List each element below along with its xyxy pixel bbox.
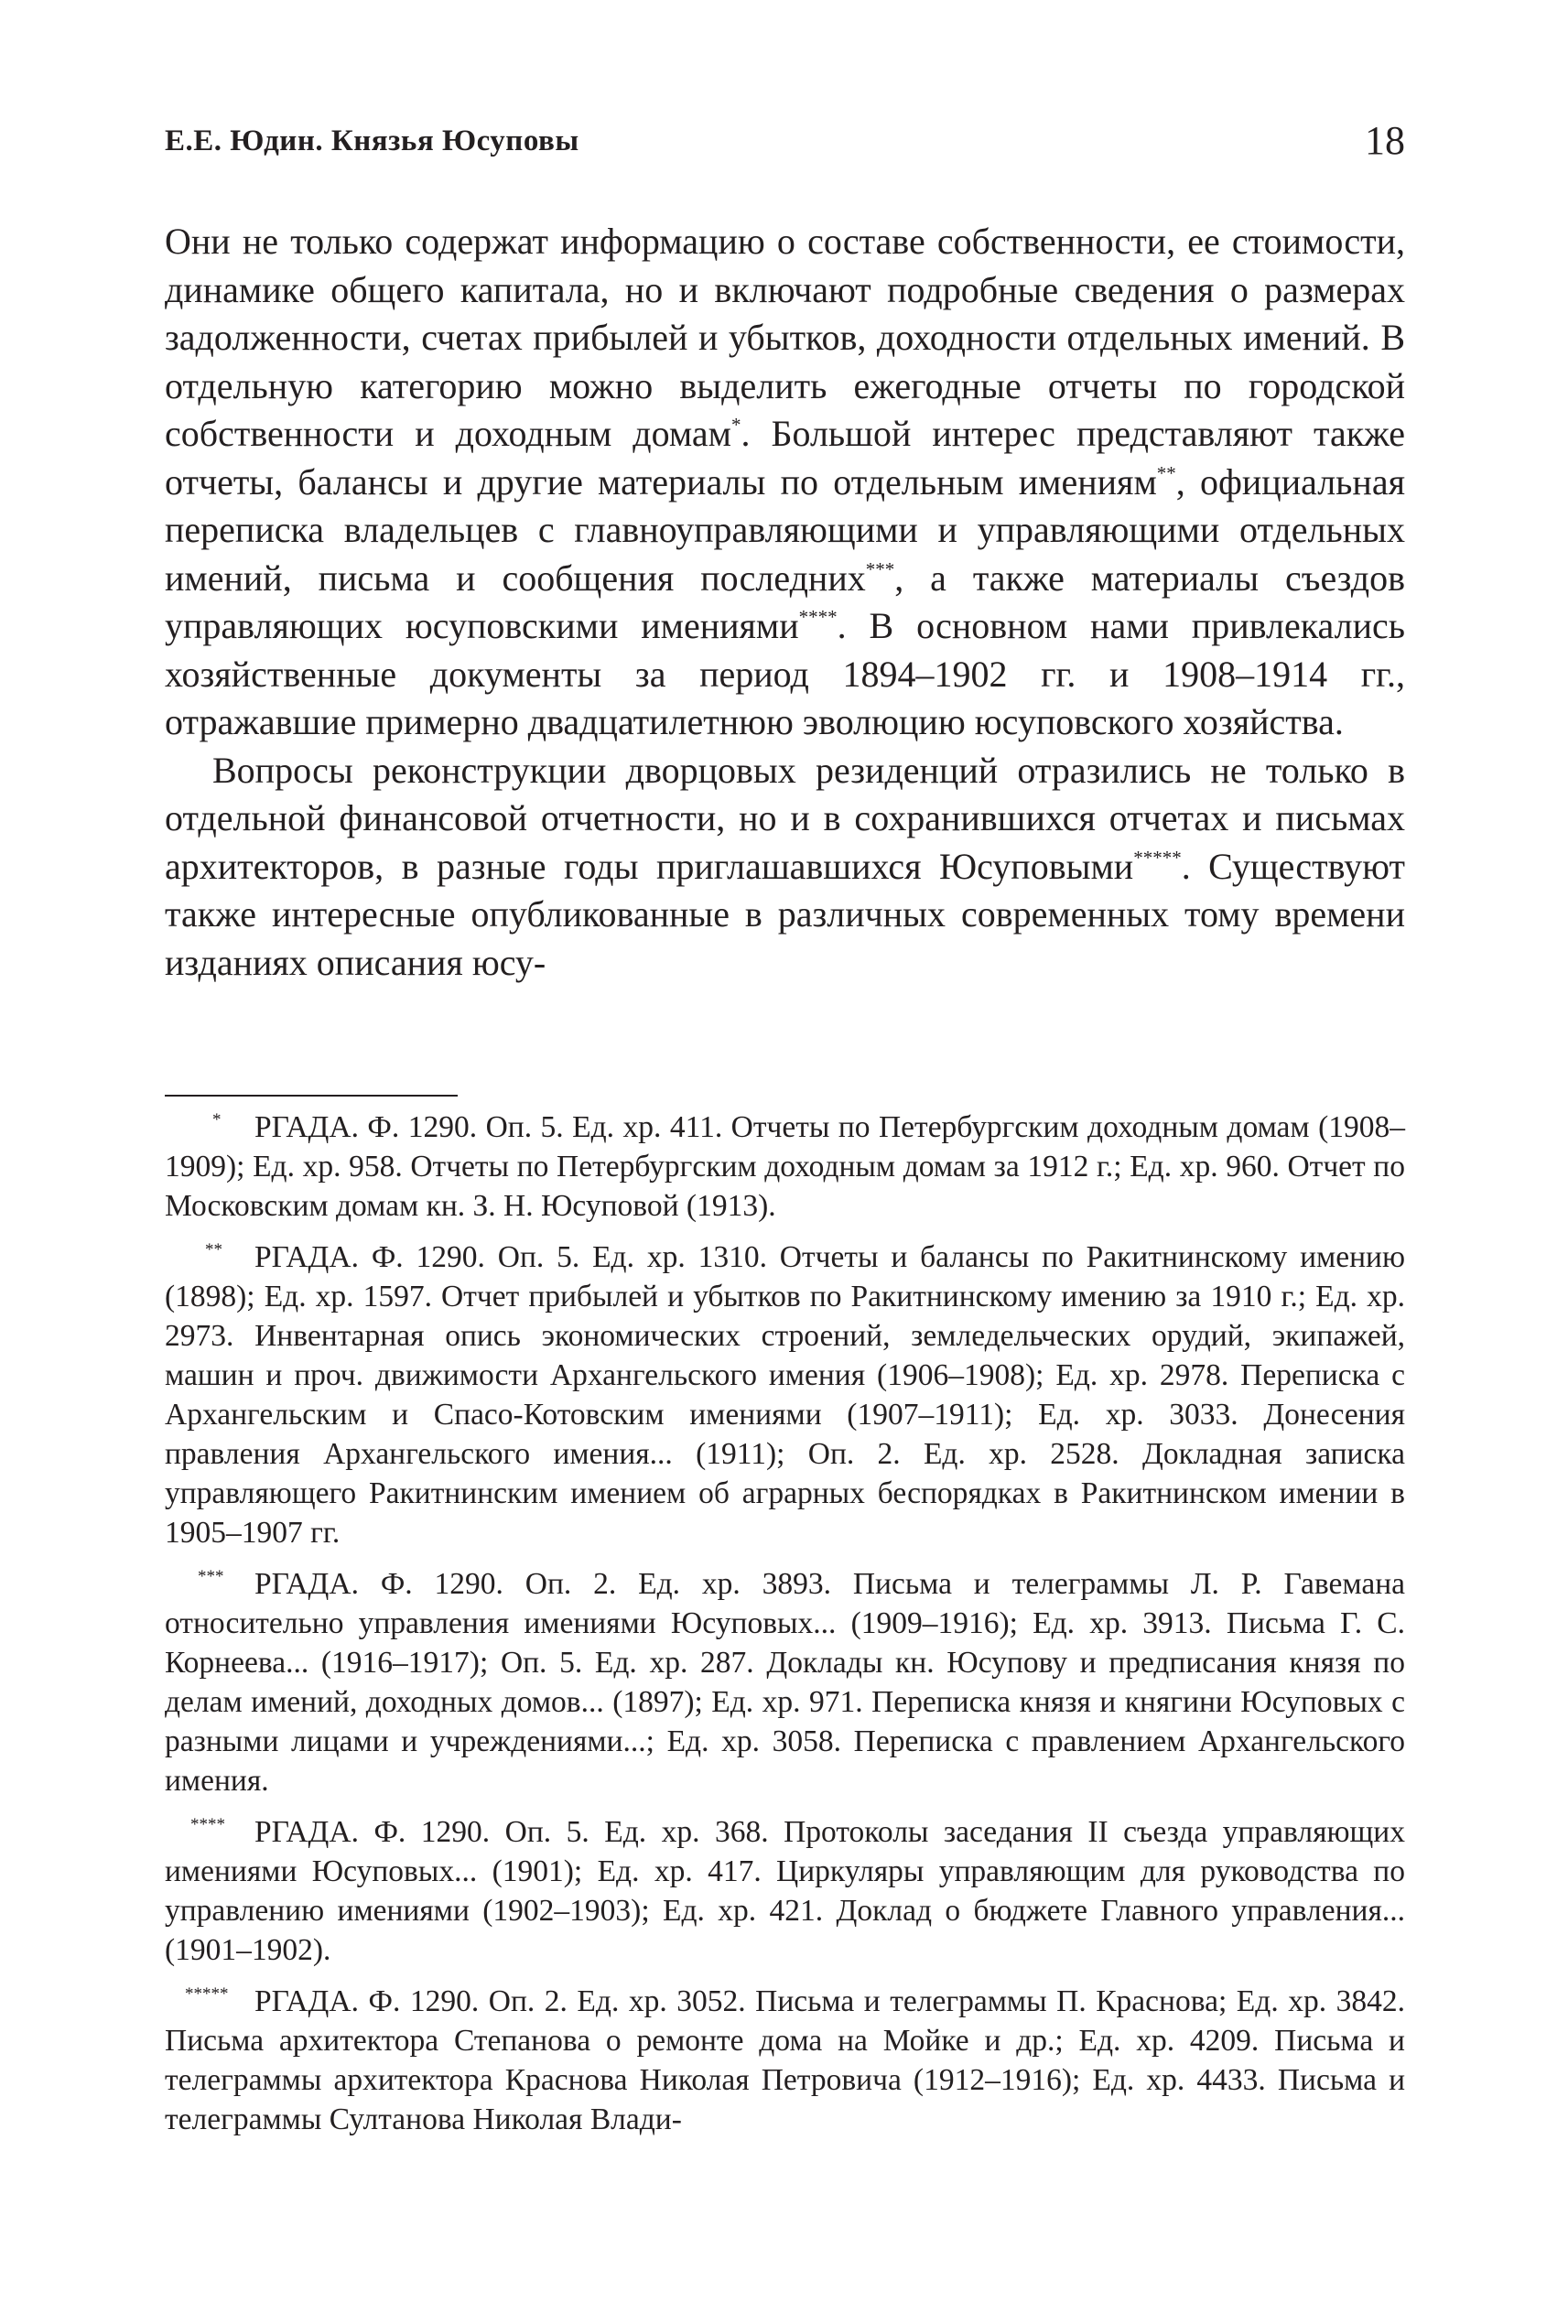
paragraph-2 [165, 747, 1405, 988]
paragraph-1-text-a: Они не только содержат информацию о составе собственности, ее стоимости, динамике общего капитала, но и включают подробные сведения о размерах задолженности, счетах прибылей и убытков, доходности отдельных имений. В отдельную категорию можно выделить ежегодные отчеты по городской собственности и доходным домам [165, 221, 1405, 454]
footnote-ref-3: *** [865, 557, 895, 580]
paragraph-1-text-c: , официальная переписка владельцев с главноуправляющими и управляющими отдельных имений, письма и сообщения последних [165, 460, 1405, 599]
footnote-4: **** РГАДА. Ф. 1290. Оп. 5. Ед. хр. 368. Протоколы заседания II съезда управляющих имениями Юсуповых... (1901); Ед. хр. 417. Циркуляры управляющим для руководства по управлению имениями (1902–1903); Ед. хр. 421. Доклад о бюджете Главного управления... (1901–1902). [165, 1815, 1405, 1967]
footnote-ref-1: * [730, 414, 741, 436]
footnote-ref-2: ** [1156, 461, 1176, 484]
footnote-3: *** РГАДА. Ф. 1290. Оп. 2. Ед. хр. 3893. Письма и телеграммы Л. Р. Гавемана относительно управления имениями Юсуповых... (1909–1916); Ед. хр. 3913. Письма Г. С. Корнеева... (1916–1917); Оп. 5. Ед. хр. 287. Доклады кн. Юсупову и предписания князя по делам имений, доходных домов... (1897); Ед. хр. 971. Переписка князя и княгини Юсуповых с разными лицами и учреждениями...; Ед. хр. 3058. Переписка с правлением Архангельского имения. [165, 1567, 1405, 1798]
paragraph-1-text-d: , а также материалы съездов управляющих юсуповскими имениями [165, 557, 1405, 646]
main-text [165, 218, 1405, 987]
footnote-2-text: РГАДА. Ф. 1290. Оп. 5. Ед. хр. 1310. Отчеты и балансы по Ракитнинскому имению (1898); Ед. хр. 1597. Отчет прибылей и убытков по Ракитнинскому имению за 1910 г.; Ед. хр. 2973. Инвентарная опись экономических строений, земледельческих орудий, экипажей, машин и проч. движимости Архангельского имения (1906–1908); Ед. хр. 2978. Переписка с Архангельским и Спасо-Котовским имениями (1907–1911); Ед. хр. 3033. Донесения правления Архангельского имения... (1911); Оп. 2. Ед. хр. 2528. Докладная записка управляющего Ракитнинским имением об аграрных беспорядках в Ракитнинском имении в 1905–1907 гг. [165, 1240, 1405, 1550]
footnote-3-text: РГАДА. Ф. 1290. Оп. 2. Ед. хр. 3893. Письма и телеграммы Л. Р. Гавемана относительно управления имениями Юсуповых... (1909–1916); Ед. хр. 3913. Письма Г. С. Корнеева... (1916–1917); Оп. 5. Ед. хр. 287. Доклады кн. Юсупову и предписания князя по делам имений, доходных домов... (1897); Ед. хр. 971. Переписка князя и княгини Юсуповых с разными лицами и учреждениями...; Ед. хр. 3058. Переписка с правлением Архангельского имения. [165, 1567, 1405, 1798]
running-title: Е.Е. Юдин. Князья Юсуповы [165, 124, 579, 157]
book-page [165, 0, 1405, 2324]
footnotes [165, 1108, 1405, 2151]
paragraph-1 [165, 218, 1405, 747]
paragraph-1-text-b: . Большой интерес представляют также отчеты, балансы и другие материалы по отдельным имениям [165, 413, 1406, 503]
footnote-1: * РГАДА. Ф. 1290. Оп. 5. Ед. хр. 411. Отчеты по Петербургским доходным домам (1908–1909); Ед. хр. 958. Отчеты по Петербургским доходным домам за 1912 г.; Ед. хр. 960. Отчет по Московским домам кн. З. Н. Юсуповой (1913). [165, 1110, 1405, 1223]
paragraph-2-text-b: . Существуют также интересные опубликованные в различных современных тому времени изданиях описания юсу- [165, 845, 1405, 983]
footnote-4-text: РГАДА. Ф. 1290. Оп. 5. Ед. хр. 368. Протоколы заседания II съезда управляющих имениями Юсуповых... (1901); Ед. хр. 417. Циркуляры управляющим для руководства по управлению имениями (1902–1903); Ед. хр. 421. Доклад о бюджете Главного управления... (1901–1902). [165, 1815, 1405, 1967]
footnote-2: ** РГАДА. Ф. 1290. Оп. 5. Ед. хр. 1310. Отчеты и балансы по Ракитнинскому имению (1898); Ед. хр. 1597. Отчет прибылей и убытков по Ракитнинскому имению за 1910 г.; Ед. хр. 2973. Инвентарная опись экономических строений, земледельческих орудий, экипажей, машин и проч. движимости Архангельского имения (1906–1908); Ед. хр. 2978. Переписка с Архангельским и Спасо-Котовским имениями (1907–1911); Ед. хр. 3033. Донесения правления Архангельского имения... (1911); Оп. 2. Ед. хр. 2528. Докладная записка управляющего Ракитнинским имением об аграрных беспорядках в Ракитнинском имении в 1905–1907 гг. [165, 1240, 1405, 1550]
paragraph-1-text-e: . В основном нами привлекались хозяйственные документы за период 1894–1902 гг. и 1908–1914 гг., отражавшие примерно двадцатилетнюю эволюцию юсуповского хозяйства. [165, 605, 1405, 742]
page-number: 18 [1365, 118, 1405, 163]
running-head [165, 117, 1405, 172]
footnote-ref-4: **** [798, 606, 838, 628]
footnote-ref-5: ***** [1133, 846, 1182, 869]
footnote-5: ***** РГАДА. Ф. 1290. Оп. 2. Ед. хр. 3052. Письма и телеграммы П. Краснова; Ед. хр. 3842. Письма архитектора Степанова о ремонте дома на Мойке и др.; Ед. хр. 4209. Письма и телеграммы архитектора Краснова Николая Петровича (1912–1916); Ед. хр. 4433. Письма и телеграммы Султанова Николая Влади- [165, 1984, 1405, 2136]
paragraph-2-text-a: Вопросы реконструкции дворцовых резиденций отразились не только в отдельной финансовой отчетности, но и в сохранившихся отчетах и письмах архитекторов, в разные годы приглашавшихся Юсуповыми [165, 749, 1405, 887]
footnote-5-text: РГАДА. Ф. 1290. Оп. 2. Ед. хр. 3052. Письма и телеграммы П. Краснова; Ед. хр. 3842. Письма архитектора Степанова о ремонте дома на Мойке и др.; Ед. хр. 4209. Письма и телеграммы архитектора Краснова Николая Петровича (1912–1916); Ед. хр. 4433. Письма и телеграммы Султанова Николая Влади- [165, 1984, 1405, 2136]
footnote-1-text: РГАДА. Ф. 1290. Оп. 5. Ед. хр. 411. Отчеты по Петербургским доходным домам (1908–1909); Ед. хр. 958. Отчеты по Петербургским доходным домам за 1912 г.; Ед. хр. 960. Отчет по Московским домам кн. З. Н. Юсуповой (1913). [165, 1110, 1405, 1223]
footnote-separator [165, 1095, 458, 1097]
